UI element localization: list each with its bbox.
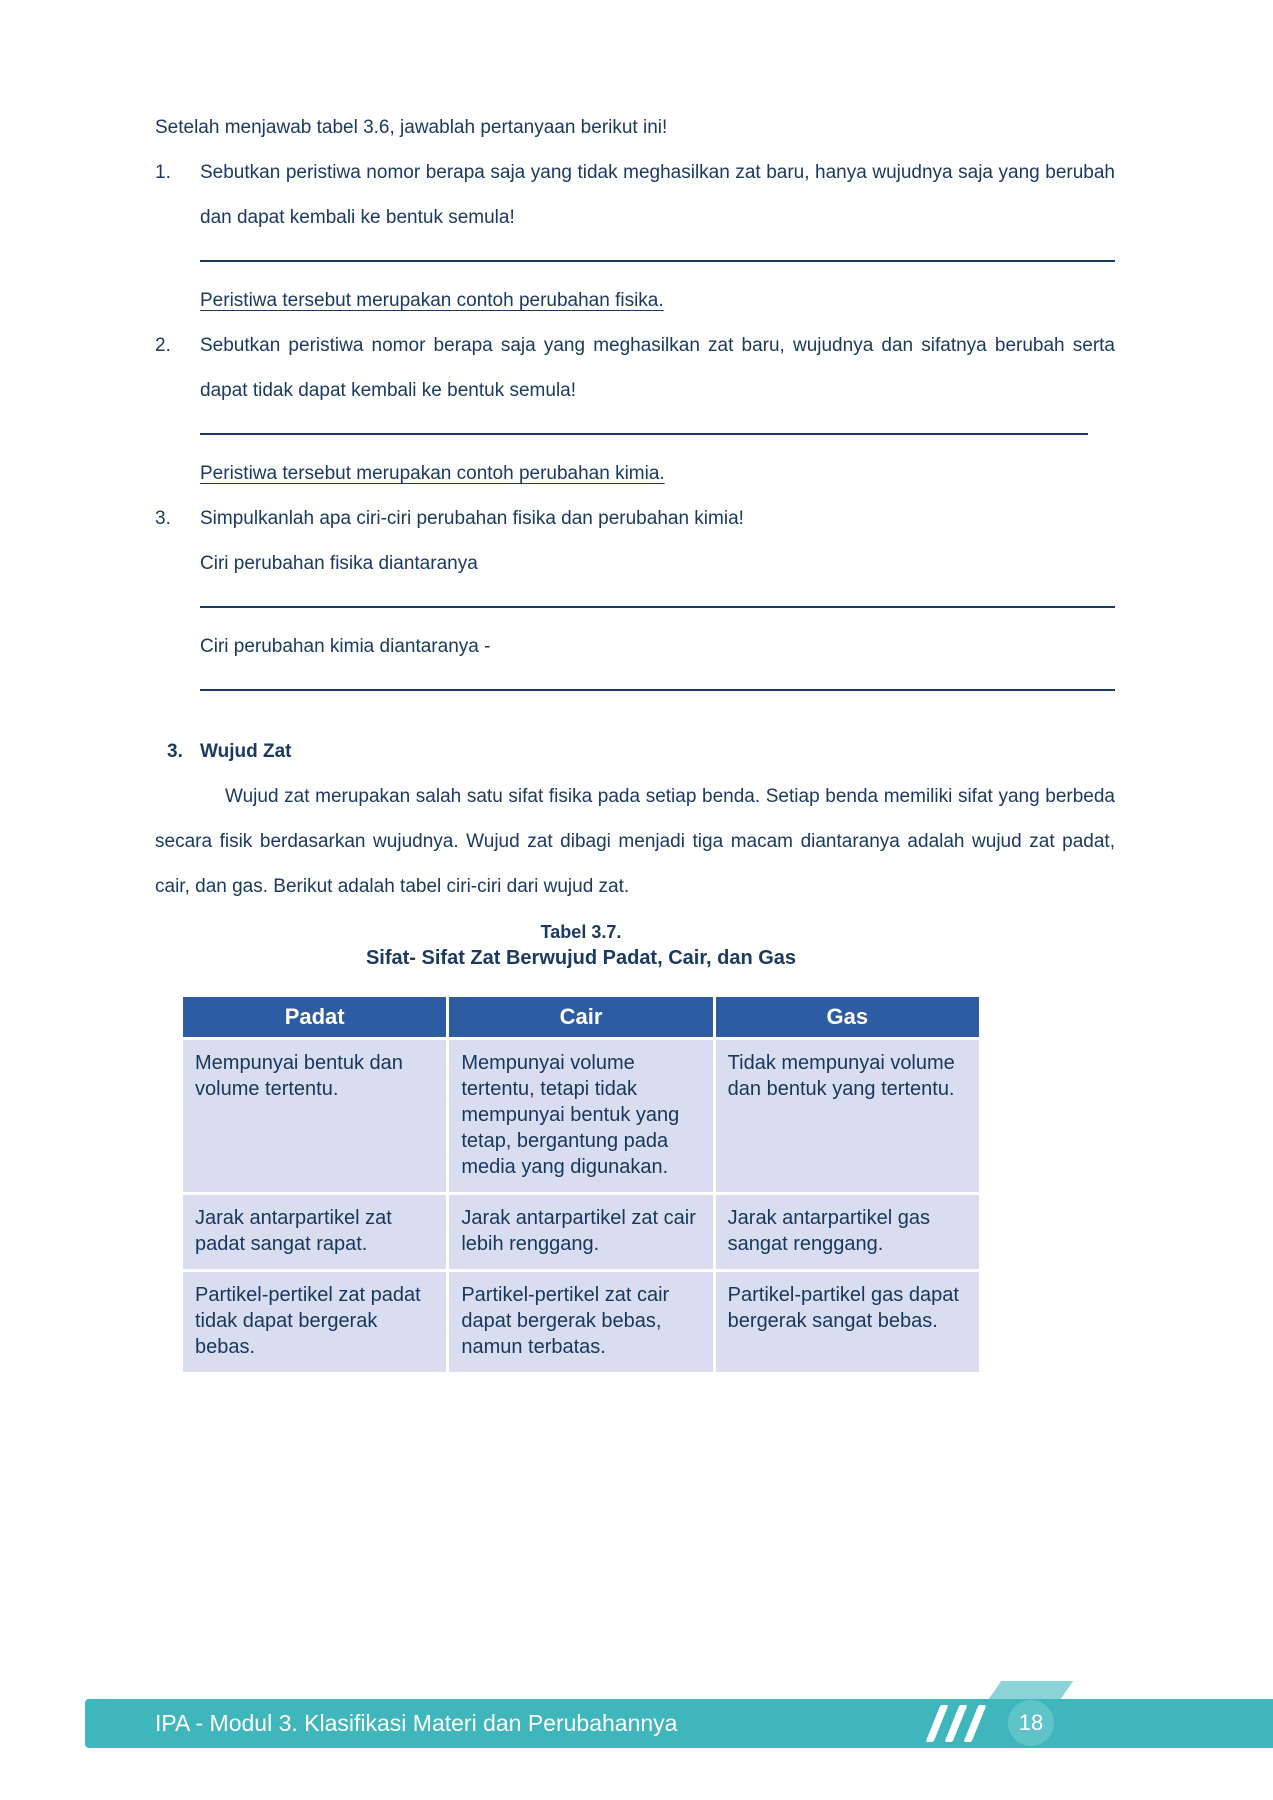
question-number: 2. — [155, 335, 171, 356]
footer-title: IPA - Modul 3. Klasifikasi Materi dan Perubahannya — [155, 1710, 678, 1736]
sub-label-kimia: Ciri perubahan kimia diantaranya - — [200, 636, 491, 657]
table-caption-number: Tabel 3.7. — [540, 922, 622, 942]
question-text: Sebutkan peristiwa nomor berapa saja yang meghasilkan zat baru, wujudnya dan sifatnya berubah serta dapat tidak dapat kembali ke bentuk semula! — [200, 335, 1115, 401]
answer-blank-line — [200, 677, 1115, 691]
table-caption-title: Sifat- Sifat Zat Berwujud Padat, Cair, dan Gas — [365, 947, 797, 969]
question-item-3 — [155, 496, 1115, 707]
table-block — [180, 919, 982, 1375]
table-row — [182, 1039, 981, 1194]
question-body — [200, 323, 1115, 496]
question-number: 1. — [155, 162, 171, 183]
section-title: Wujud Zat — [200, 741, 292, 762]
table-cell: Tidak mempunyai volume dan bentuk yang tertentu. — [714, 1039, 980, 1194]
question-body — [200, 150, 1115, 323]
table-header-row — [182, 996, 981, 1039]
table-cell: Jarak antarpartikel gas sangat renggang. — [714, 1194, 980, 1271]
footer-accent-shape — [989, 1681, 1074, 1699]
table-row — [182, 1194, 981, 1271]
table-cell: Mempunyai volume tertentu, tetapi tidak mempunyai bentuk yang tetap, bergantung pada media yang digunakan. — [448, 1039, 714, 1194]
table-cell: Partikel-pertikel zat cair dapat bergerak bebas, namun terbatas. — [448, 1271, 714, 1374]
sub-label-fisika: Ciri perubahan fisika diantaranya — [200, 553, 478, 574]
question-text: Simpulkanlah apa ciri-ciri perubahan fisika dan perubahan kimia! — [200, 508, 744, 529]
table-cell: Mempunyai bentuk dan volume tertentu. — [182, 1039, 448, 1194]
section-paragraph: Wujud zat merupakan salah satu sifat fisika pada setiap benda. Setiap benda memiliki sifat yang berbeda secara fisik berdasarkan wujudnya. Wujud zat dibagi menjadi tiga macam diantaranya adalah wujud zat padat, cair, dan gas. Berikut adalah tabel ciri-ciri dari wujud zat. — [155, 786, 1115, 897]
table-cell: Jarak antarpartikel zat padat sangat rapat. — [182, 1194, 448, 1271]
question-item-1 — [155, 150, 1115, 323]
page-number: 18 — [1018, 1710, 1044, 1735]
table-header-cair: Cair — [448, 996, 714, 1039]
table-row — [182, 1271, 981, 1374]
section-number: 3. — [167, 741, 183, 762]
intro-text: Setelah menjawab tabel 3.6, jawablah pertanyaan berikut ini! — [155, 117, 668, 138]
table-cell: Partikel-pertikel zat padat tidak dapat bergerak bebas. — [182, 1271, 448, 1374]
question-text: Sebutkan peristiwa nomor berapa saja yang tidak meghasilkan zat baru, hanya wujudnya saja yang berubah dan dapat kembali ke bentuk semula! — [200, 162, 1115, 228]
footer-bar — [85, 1699, 1273, 1748]
question-answer-note: Peristiwa tersebut merupakan contoh perubahan fisika. — [200, 290, 664, 311]
answer-blank-line — [200, 421, 1088, 435]
section-heading — [155, 729, 1115, 774]
triple-slash-icon — [933, 1705, 979, 1742]
question-number: 3. — [155, 508, 171, 529]
properties-table — [180, 994, 982, 1375]
question-item-2 — [155, 323, 1115, 496]
table-header-gas: Gas — [714, 996, 980, 1039]
page-number-badge — [1008, 1700, 1054, 1746]
question-answer-note: Peristiwa tersebut merupakan contoh perubahan kimia. — [200, 463, 665, 484]
table-cell: Partikel-partikel gas dapat bergerak sangat bebas. — [714, 1271, 980, 1374]
table-cell: Jarak antarpartikel zat cair lebih renggang. — [448, 1194, 714, 1271]
table-header-padat: Padat — [182, 996, 448, 1039]
answer-blank-line — [200, 248, 1115, 262]
answer-blank-line — [200, 594, 1115, 608]
question-body — [200, 496, 1115, 707]
